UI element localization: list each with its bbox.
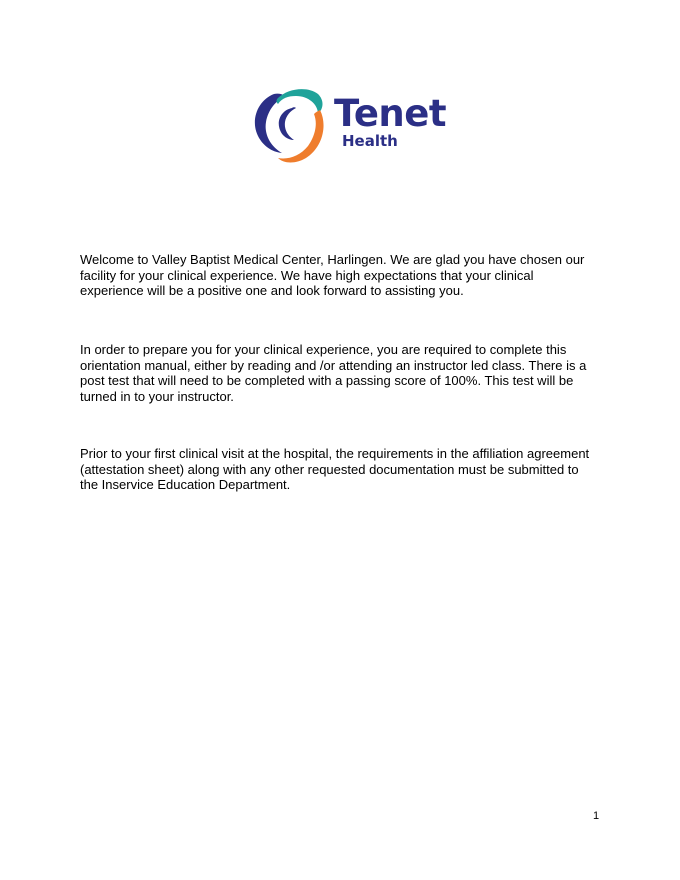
tenet-health-logo: [252, 86, 447, 166]
tenet-swirl-icon: [252, 86, 332, 166]
brand-subtitle: Health: [342, 132, 398, 150]
brand-name: Tenet: [334, 92, 447, 135]
page-number: 1: [593, 810, 600, 822]
requirements-paragraph: Prior to your first clinical visit at the hospital, the requirements in the affiliation agreement (attestation sheet) along with any other requested documentation must be submitted to the Inservice Education Department.: [80, 446, 590, 493]
orientation-paragraph: In order to prepare you for your clinical experience, you are required to complete this orientation manual, either by reading and /or attending an instructor led class. There is a post test that will need to be completed with a passing score of 100%. This test will be turned in to your instructor.: [80, 342, 587, 404]
welcome-paragraph: Welcome to Valley Baptist Medical Center, Harlingen. We are glad you have chosen our facility for your clinical experience. We have high expectations that your clinical experience will be a positive one and look forward to assisting you.: [80, 252, 585, 299]
